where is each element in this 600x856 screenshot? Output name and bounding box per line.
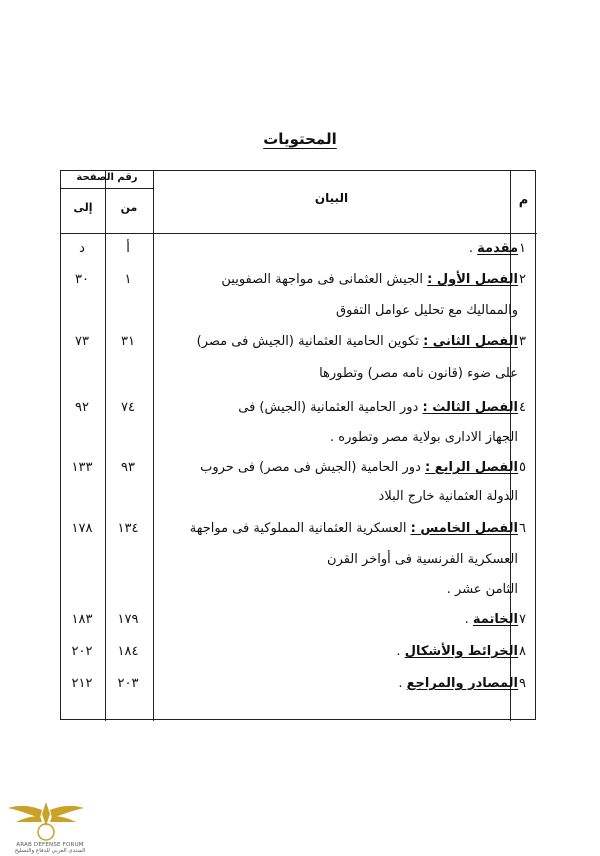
row-to: د — [79, 241, 85, 256]
row-to: ٢٠٢ — [71, 644, 93, 659]
row-m: ٥ — [519, 460, 526, 475]
row-m: ٩ — [519, 676, 526, 691]
col-divider — [153, 171, 154, 721]
header-from: من — [120, 201, 138, 214]
row-desc-cont: العسكرية الفرنسية فى أواخر القرن — [327, 552, 518, 567]
row-m: ٧ — [519, 612, 526, 627]
row-to: ٣٠ — [75, 272, 89, 287]
row-to: ٧٣ — [75, 334, 89, 349]
row-to: ١٨٣ — [71, 612, 93, 627]
row-desc: الفصل الثانى : تكوين الحامية العثمانية (الجيش فى مصر) — [196, 334, 518, 349]
row-from: ٧٤ — [121, 400, 135, 415]
row-from: ١٨٤ — [117, 644, 139, 659]
row-divider — [61, 188, 153, 189]
row-m: ٣ — [519, 334, 526, 349]
row-desc: المصادر والمراجع . — [398, 676, 518, 691]
row-m: ٢ — [519, 272, 526, 287]
row-desc: الفصل الرابع : دور الحامية (الجيش فى مصر) فى حروب — [200, 460, 518, 475]
row-desc: الفصل الثالث : دور الحامية العثمانية (الجيش) فى — [238, 400, 518, 415]
row-desc: الخاتمة . — [464, 612, 518, 627]
row-desc: الفصل الخامس : العسكرية العثمانية المملوكية فى مواجهة — [189, 521, 518, 536]
row-desc-cont: والمماليك مع تحليل عوامل التفوق — [336, 303, 518, 318]
watermark-text: ARAB DEFENSE FORUM المنتدى العربي للدفاع والتسليح — [14, 842, 86, 854]
row-to: ٢١٢ — [71, 676, 93, 691]
header-statement: البيان — [314, 191, 349, 205]
row-desc-cont: على ضوء (قانون نامه مصر) وتطورها — [319, 366, 518, 381]
header-to: إلى — [73, 201, 93, 214]
row-desc-cont: الدولة العثمانية خارج البلاد — [378, 489, 518, 504]
row-from: ٣١ — [121, 334, 135, 349]
row-from: أ — [126, 241, 130, 256]
row-desc-cont: الجهاز الادارى بولاية مصر وتطوره . — [330, 430, 518, 445]
row-desc: الخرائط والأشكال . — [396, 644, 518, 659]
row-from: ١٧٩ — [117, 612, 139, 627]
row-m: ٤ — [519, 400, 526, 415]
row-from: ١ — [124, 272, 132, 287]
row-from: ٩٣ — [121, 460, 135, 475]
row-to: ١٧٨ — [71, 521, 93, 536]
page-title: المحتويات — [263, 130, 337, 148]
row-to: ٩٢ — [75, 400, 89, 415]
row-m: ١ — [519, 241, 526, 256]
header-m: م — [518, 193, 529, 208]
row-divider — [61, 233, 537, 234]
row-desc: الفصل الأول : الجيش العثمانى فى مواجهة الصفويين — [221, 272, 518, 287]
row-from: ٢٠٣ — [117, 676, 139, 691]
row-from: ١٣٤ — [117, 521, 139, 536]
row-desc-cont: الثامن عشر . — [446, 582, 518, 597]
row-m: ٨ — [519, 644, 526, 659]
row-desc: مقدمة . — [468, 241, 518, 256]
header-page-number: رقم الصفحة — [76, 172, 138, 183]
row-m: ٦ — [519, 521, 526, 536]
row-to: ١٣٣ — [71, 460, 93, 475]
